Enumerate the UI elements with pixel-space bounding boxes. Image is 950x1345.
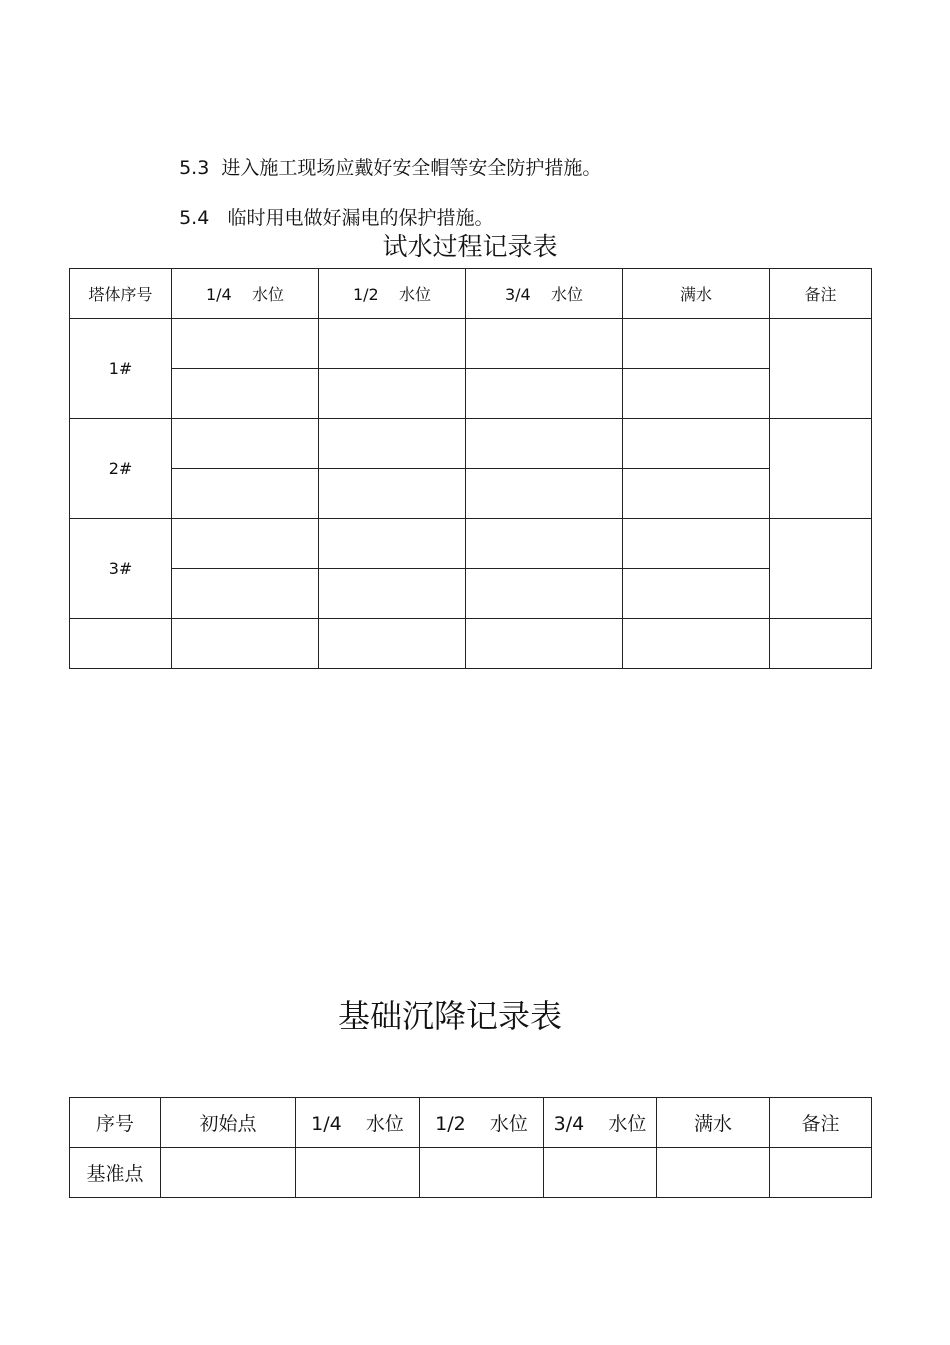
table-cell — [466, 419, 623, 469]
table-row — [70, 619, 872, 669]
table-cell — [319, 369, 466, 419]
table-cell — [466, 469, 623, 519]
table-cell — [172, 369, 319, 419]
header-half-level: 1/2 水位 — [319, 269, 466, 319]
item-5-4-number: 5.4 — [179, 207, 210, 229]
item-5-4-text: 临时用电做好漏电的保护措施。 — [227, 207, 494, 229]
table-row — [70, 419, 872, 469]
header-serial: 序号 — [70, 1098, 161, 1148]
row-label-datum: 基准点 — [70, 1148, 161, 1198]
header-tower-no: 塔体序号 — [70, 269, 172, 319]
table-cell — [319, 619, 466, 669]
row-label-2: 2# — [70, 419, 172, 519]
table-cell — [466, 369, 623, 419]
table-header-row — [70, 269, 872, 319]
table-cell — [420, 1148, 544, 1198]
settlement-table — [69, 1097, 872, 1198]
table-cell — [770, 619, 872, 669]
item-5-4 — [167, 181, 493, 230]
table-cell — [319, 419, 466, 469]
table-cell — [623, 419, 770, 469]
table-cell — [623, 369, 770, 419]
table-cell — [319, 319, 466, 369]
header-half-level: 1/2 水位 — [420, 1098, 544, 1148]
table-cell — [172, 519, 319, 569]
header-remarks: 备注 — [770, 269, 872, 319]
table-cell — [172, 569, 319, 619]
table-cell — [623, 319, 770, 369]
table-row — [70, 469, 872, 519]
table-cell — [70, 619, 172, 669]
header-initial-point: 初始点 — [161, 1098, 296, 1148]
table-cell — [623, 619, 770, 669]
header-quarter-level: 1/4 水位 — [296, 1098, 420, 1148]
header-remarks: 备注 — [770, 1098, 872, 1148]
table-cell — [319, 519, 466, 569]
item-5-3-number: 5.3 — [179, 157, 210, 179]
table-cell — [770, 1148, 872, 1198]
remarks-cell — [770, 519, 872, 619]
water-test-table — [69, 268, 872, 669]
header-full-water: 满水 — [623, 269, 770, 319]
remarks-cell — [770, 319, 872, 419]
table-cell — [466, 319, 623, 369]
table-row — [70, 569, 872, 619]
table2-title: 基础沉降记录表 — [337, 997, 562, 1035]
row-label-1: 1# — [70, 319, 172, 419]
table-cell — [172, 319, 319, 369]
table-cell — [172, 419, 319, 469]
table-cell — [319, 469, 466, 519]
table-cell — [623, 519, 770, 569]
header-quarter-level: 1/4 水位 — [172, 269, 319, 319]
header-three-quarter-level: 3/4 水位 — [544, 1098, 657, 1148]
table-row — [70, 1148, 872, 1198]
table-cell — [466, 519, 623, 569]
table-row — [70, 319, 872, 369]
table-cell — [161, 1148, 296, 1198]
table-cell — [172, 619, 319, 669]
table-cell — [319, 569, 466, 619]
table-cell — [466, 619, 623, 669]
table-header-row — [70, 1098, 872, 1148]
row-label-3: 3# — [70, 519, 172, 619]
table-row — [70, 519, 872, 569]
table-cell — [544, 1148, 657, 1198]
table-cell — [623, 469, 770, 519]
table-cell — [296, 1148, 420, 1198]
table-cell — [657, 1148, 770, 1198]
table-cell — [172, 469, 319, 519]
table-row — [70, 369, 872, 419]
header-full-water: 满水 — [657, 1098, 770, 1148]
table1-title: 试水过程记录表 — [382, 232, 558, 261]
header-three-quarter-level: 3/4 水位 — [466, 269, 623, 319]
item-5-3-text: 进入施工现场应戴好安全帽等安全防护措施。 — [221, 157, 602, 179]
remarks-cell — [770, 419, 872, 519]
table-cell — [623, 569, 770, 619]
table-cell — [466, 569, 623, 619]
item-5-3 — [167, 131, 601, 180]
